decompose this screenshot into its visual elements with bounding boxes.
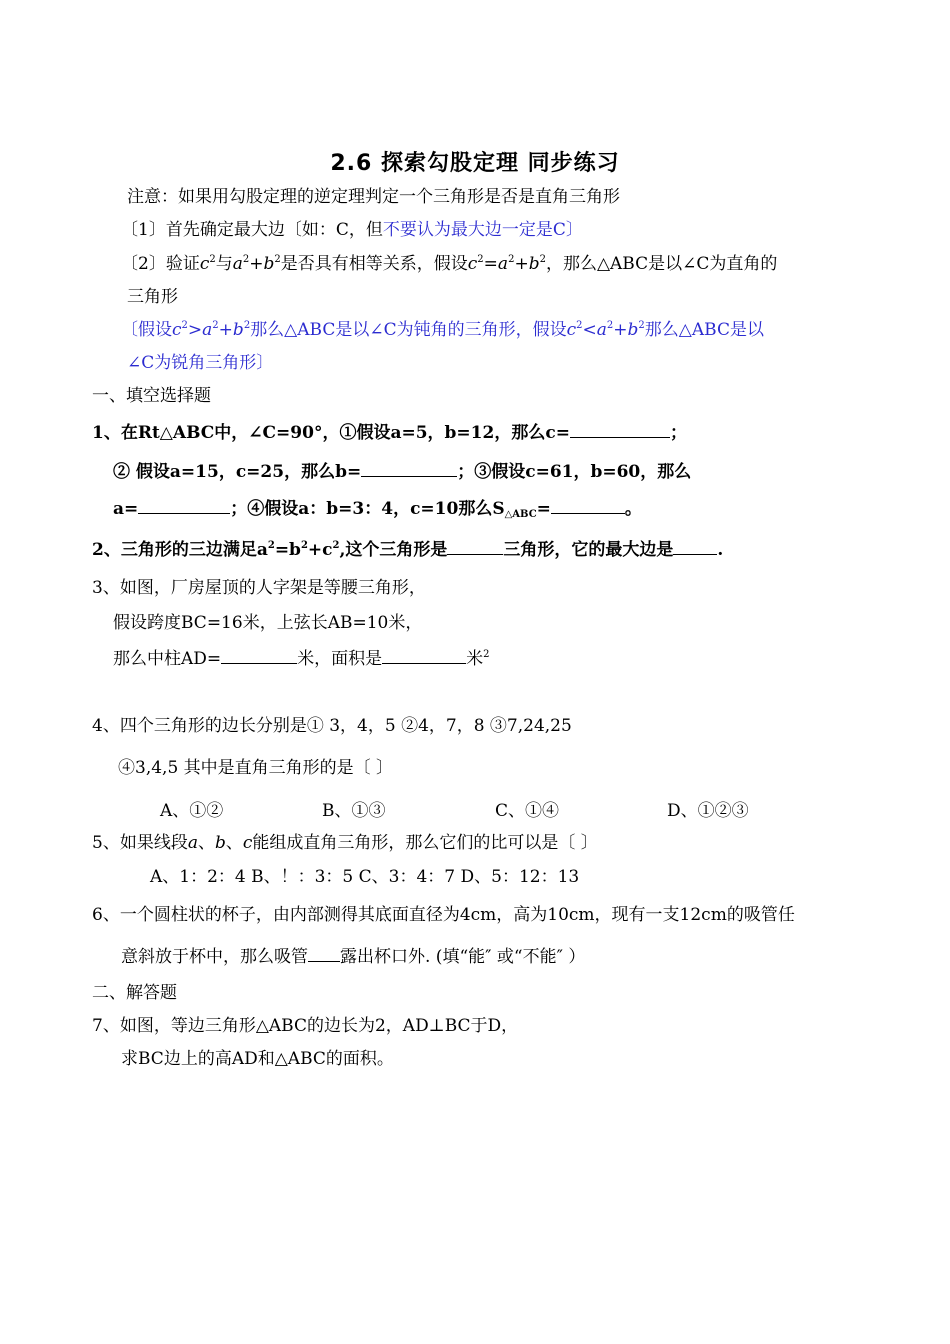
question-4-line-2: ④3,4,5 其中是直角三角形的是〔 〕	[118, 758, 394, 778]
note-step-1: 〔1〕首先确定最大边〔如：C，但不要认为最大边一定是C〕	[121, 220, 583, 240]
note-step-3: 〔假设$c^2>a^2+b^2$那么△ABC是以∠C为钝角的三角形，假设$c^2<a^2+b^2$那么△ABC是以	[121, 320, 764, 340]
note-intro: 注意：如果用勾股定理的逆定理判定一个三角形是否是直角三角形	[127, 187, 620, 207]
question-1-line-1: 1、在Rt△ABC中，∠C=90°，①假设a=5，b=12，那么c= ；	[92, 423, 687, 443]
section-heading-solve: 二、解答题	[92, 983, 177, 1003]
section-heading-fill: 一、填空选择题	[92, 386, 211, 406]
question-4-option-c: C、①④	[495, 801, 560, 821]
question-5-options: A、1：2：4 B、！：3：5 C、3：4：7 D、5：12：13	[150, 867, 580, 887]
note-step-2: 〔2〕验证$c^2$与$a^2+b^2$是否具有相等关系，假设$c^2=a^2+b^2$，那么△ABC是以∠C为直角的	[121, 254, 778, 274]
question-4-line-1: 4、四个三角形的边长分别是① 3，4，5 ②4，7，8 ③7,24,25	[92, 716, 572, 736]
question-6-line-1: 6、一个圆柱状的杯子，由内部测得其底面直径为4cm，高为10cm，现有一支12cm的吸管任	[92, 905, 795, 925]
page-title: 2.6 探索勾股定理 同步练习	[330, 151, 620, 176]
question-4-option-b: B、①③	[322, 801, 386, 821]
question-1-line-3: a= ；④假设a：b=3：4，c=10那么$S_{\triangle ABC}=$ 。	[113, 499, 642, 520]
question-7-line-1: 7、如图，等边三角形△ABC的边长为2，AD⊥BC于D，	[92, 1016, 519, 1036]
question-3-line-2: 假设跨度BC=16米，上弦长AB=10米，	[113, 613, 423, 633]
question-6-line-2: 意斜放于杯中，那么吸管 露出杯口外. (填“能″ 或“不能″ ）	[121, 947, 586, 967]
question-1-line-2: ② 假设a=15，c=25，那么b= ；③假设c=61，b=60，那么	[113, 462, 692, 482]
question-2: 2、三角形的三边满足$a^2=b^2+c^2$,这个三角形是 三角形，它的最大边是 .	[92, 540, 724, 560]
question-4-option-d: D、①②③	[667, 801, 749, 821]
question-4-option-a: A、①②	[160, 801, 224, 821]
note-step-2-cont: 三角形	[127, 287, 178, 307]
question-7-line-2: 求BC边上的高AD和△ABC的面积。	[121, 1049, 394, 1069]
question-3-line-1: 3、如图，厂房屋顶的人字架是等腰三角形，	[92, 578, 426, 598]
question-3-line-3: 那么中柱AD= 米，面积是 米$^2$	[113, 649, 490, 669]
question-5: 5、如果线段a、b、c能组成直角三角形，那么它们的比可以是〔 〕	[92, 833, 598, 853]
note-step-3-cont: ∠C为锐角三角形〕	[127, 353, 274, 373]
